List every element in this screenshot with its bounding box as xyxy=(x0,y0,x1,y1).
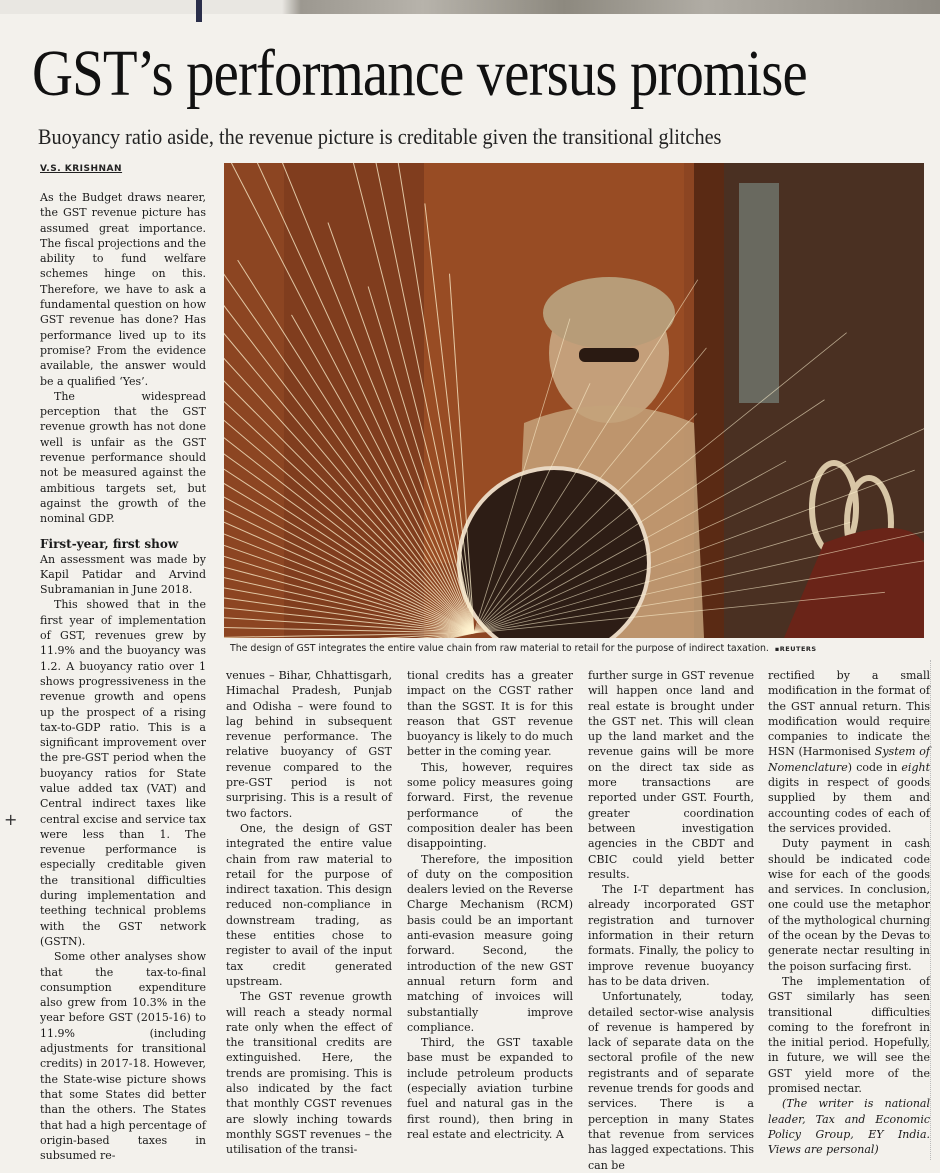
text-run-italic: eight xyxy=(901,760,930,774)
column-3 xyxy=(407,668,573,1142)
text-run: rectified by a small modification in the format of the GST annual return. This modification would require companies to indicate the HSN (Harmonised xyxy=(768,669,930,759)
text-run: ) code in xyxy=(847,760,902,774)
credit-mark: ▪ xyxy=(774,645,780,653)
previous-article-strip xyxy=(0,0,940,14)
column-4 xyxy=(588,668,754,1173)
paragraph: The widespread perception that the GST revenue growth has not done well is unfair as the GST revenue performance should not be measured against the ambitious targets set, but against the growth of the nominal GDP. xyxy=(40,389,206,526)
column-1 xyxy=(40,190,206,1163)
worker-goggles xyxy=(579,348,639,362)
column-2 xyxy=(226,668,392,1158)
text-run-italic: System of Nomenclature xyxy=(768,745,930,774)
photo-caption xyxy=(230,642,920,656)
headline: GST’s performance versus promise xyxy=(32,37,807,110)
column-rule xyxy=(930,660,932,1160)
paragraph: An assessment was made by Kapil Patidar and Arvind Subramanian in June 2018. xyxy=(40,552,206,597)
paragraph: Duty payment in cash should be indicated code wise for each of the goods and services. In conclusion, one could use the metaphor of the mythological churning of the ocean by the Devas to generate nectar resulting in the poison surfacing first. xyxy=(768,837,930,973)
grinding-disc xyxy=(459,468,649,638)
paragraph: The I-T department has already incorporated GST registration and turnover information in their return formats. Finally, the policy to improve revenue buoyancy has to be data driven. xyxy=(588,883,754,988)
photo-credit xyxy=(775,645,817,653)
deck-subheadline: Buoyancy ratio aside, the revenue picture is creditable given the transitional glitches xyxy=(38,124,722,149)
paragraph: This, however, requires some policy measures going forward. First, the revenue performance of the composition dealer has been disappointing. xyxy=(407,760,573,851)
photo-worker-grinding-sparks xyxy=(224,163,924,638)
credit-text: REUTERS xyxy=(779,645,817,653)
photo-illustration xyxy=(224,163,924,638)
pin-mark xyxy=(196,0,202,22)
paragraph: As the Budget draws nearer, the GST revenue picture has assumed great importance. The fiscal projections and the ability to fund welfare schemes hinge on this. Therefore, we have to ask a fundamental question on how GST revenue has done? Has performance lived up to its promise? From the evidence available, the answer would be a qualified ‘Yes’. xyxy=(40,191,206,388)
paragraph: Therefore, the imposition of duty on the composition dealers levied on the Reverse Charge Mechanism (RCM) basis could be an important anti-evasion measure going forward. Second, the introduction of the new GST annual return form and matching of invoices will substantially improve compliance. xyxy=(407,852,573,1034)
text-run: digits in respect of goods supplied by them and accounting codes of each of the services provided. xyxy=(768,776,930,835)
author-note: (The writer is national leader, Tax and Economic Policy Group, EY India. Views are personal) xyxy=(768,1097,930,1157)
paragraph: Third, the GST taxable base must be expanded to include petroleum products (especially aviation turbine fuel and natural gas in the first round), then bring in real estate and electricity. A xyxy=(407,1036,573,1141)
caption-text: The design of GST integrates the entire value chain from raw material to retail for the purpose of indirect taxation. xyxy=(230,643,769,654)
paragraph: The GST revenue growth will reach a steady normal rate only when the effect of the transitional credits are extinguished. Here, the trends are promising. This is also indicated by the fact that monthly CGST revenues are slowly inching towards monthly SGST revenues – the utilisation of the transi- xyxy=(226,990,392,1157)
registration-mark: + xyxy=(4,810,18,829)
paragraph: tional credits has a greater impact on the CGST rather than the SGST. It is for this reason that GST revenue buoyancy is likely to do much better in the coming year. xyxy=(407,669,573,759)
worker-cap xyxy=(543,277,675,349)
byline: V.S. KRISHNAN xyxy=(40,164,123,174)
paragraph: One, the design of GST integrated the entire value chain from raw material to retail for the purpose of indirect taxation. This design reduced non-compliance in downstream trading, as these entities chose to register to avail of the input tax credit generated upstream. xyxy=(226,821,392,988)
paragraph: further surge in GST revenue will happen once land and real estate is brought under the GST net. This will clean up the land market and the revenue gains will be more on the direct tax side as more transactions are reported under GST. Fourth, greater coordination between investigation agencies in the CBDT and CBIC could yield better results. xyxy=(588,669,754,881)
paragraph: venues – Bihar, Chhattisgarh, Himachal Pradesh, Punjab and Odisha – were found to lag behind in subsequent revenue performance. The relative buoyancy of GST revenue compared to the pre-GST period is not surprising. This is a result of two factors. xyxy=(226,669,392,820)
paragraph xyxy=(768,668,930,836)
paragraph: The implementation of GST similarly has seen transitional difficulties coming to the forefront in the initial period. Hopefully, in future, we will see the GST yield more of the promised nectar. xyxy=(768,974,930,1096)
paragraph: Some other analyses show that the tax-to-final consumption expenditure also grew from 10.3% in the year before GST (2015-16) to 11.9% (including adjustments for transitional credits) in 2017-18. However, the State-wise picture shows that some States did better than the others. The States that had a high percentage of origin-based taxes in subsumed re- xyxy=(40,950,206,1163)
paragraph: Unfortunately, today, detailed sector-wise analysis of revenue is hampered by lack of separate data on the sectoral profile of the new registrants and of separate revenue trends for goods and services. There is a perception in many States that revenue from services has lagged expectations. This can be xyxy=(588,990,754,1172)
column-5 xyxy=(768,668,930,1158)
subheading: First-year, first show xyxy=(40,536,179,551)
background-window xyxy=(739,183,779,403)
paragraph: This showed that in the first year of implementation of GST, revenues grew by 11.9% and the buoyancy was 1.2. A buoyancy ratio over 1 shows progressiveness in the revenue growth and opens up the prospect of a rising tax-to-GDP ratio. This is a significant improvement over the pre-GST period when the buoyancy ratios for State value added tax (VAT) and Central indirect taxes like central excise and service tax were less than 1. The revenue performance is especially creditable given the transitional difficulties during implementation and teething technical problems with the GST network (GSTN). xyxy=(40,598,206,948)
